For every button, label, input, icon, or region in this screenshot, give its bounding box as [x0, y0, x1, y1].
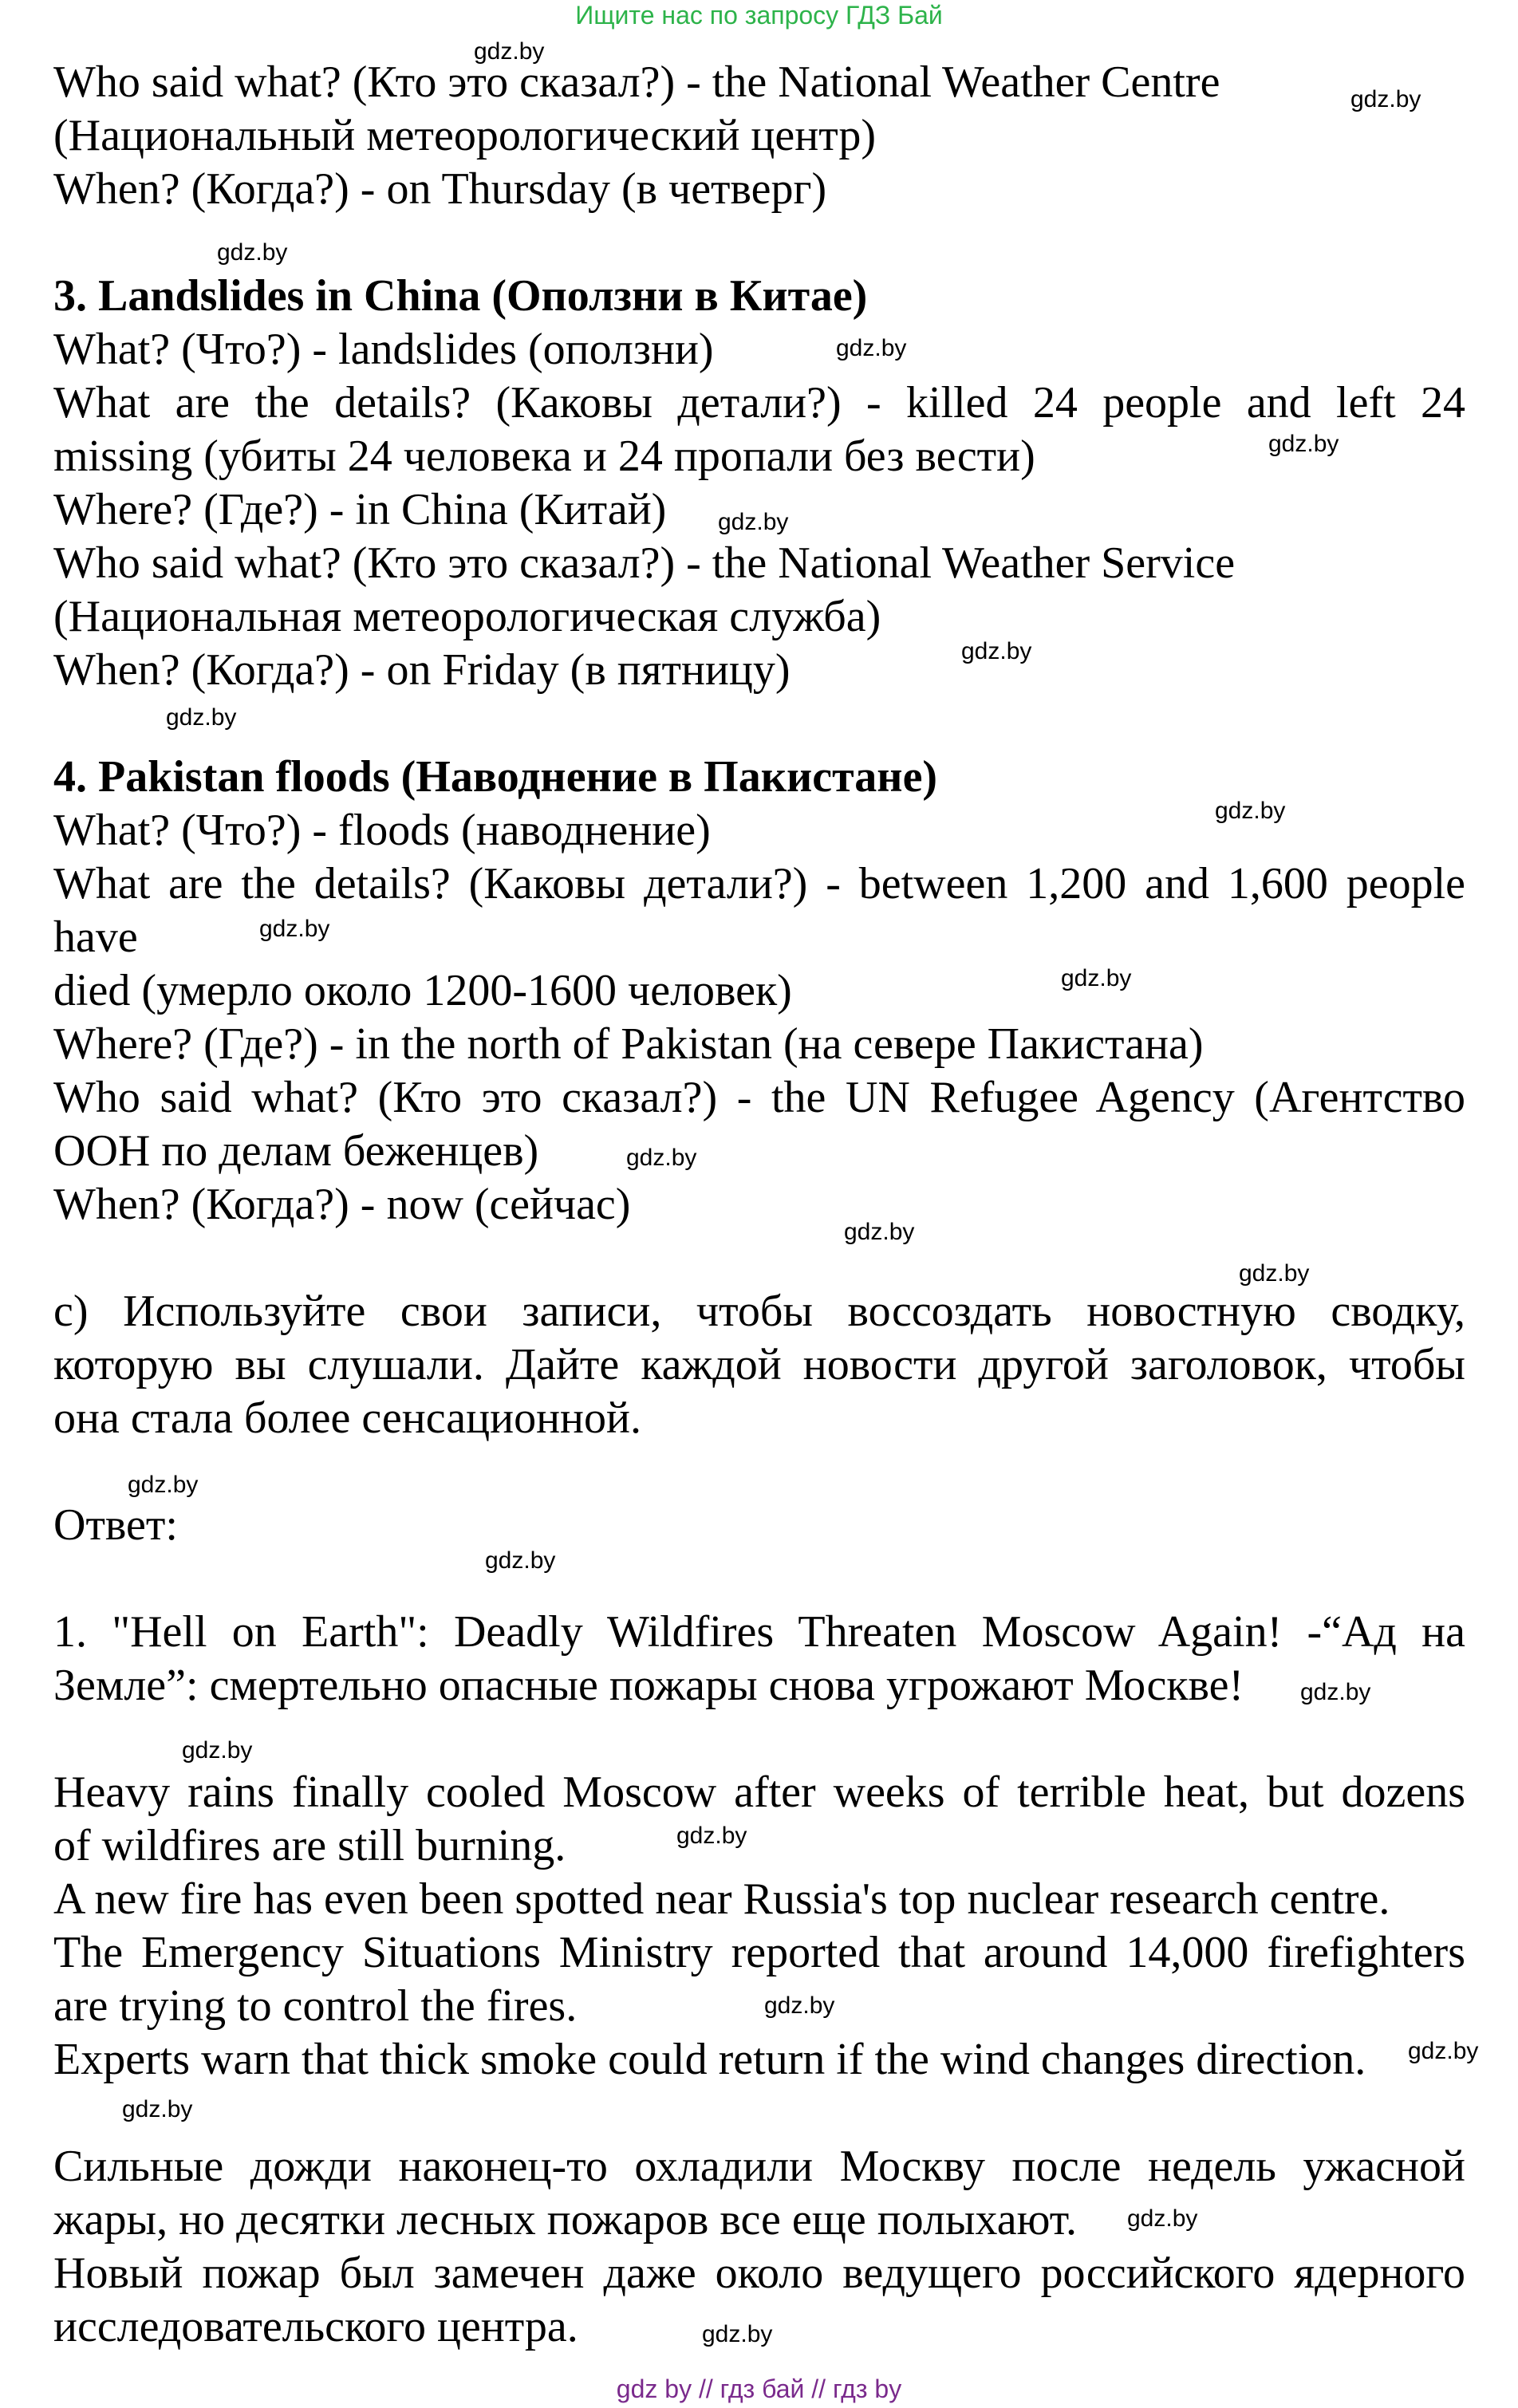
text-line: died (умерло около 1200-1600 человек): [53, 966, 792, 1015]
text-line: которую вы слушали. Дайте каждой новости другой заголовок, чтобы: [53, 1340, 1465, 1389]
text-line: What are the details? (Каковы детали?) - between 1,200 and 1,600 people: [53, 859, 1465, 908]
text-line: What are the details? (Каковы детали?) - killed 24 people and left 24: [53, 378, 1465, 428]
text-line: A new fire has even been spotted near Russia's top nuclear research centre.: [53, 1874, 1390, 1924]
text-line: 1. "Hell on Earth": Deadly Wildfires Threaten Moscow Again! -“Ад на: [53, 1607, 1465, 1657]
watermark: gdz.by: [166, 704, 237, 731]
text-line: (Национальный метеорологический центр): [53, 111, 877, 160]
text-line: have: [53, 912, 138, 962]
footer-text: gdz by // гдз бай // гдз by: [616, 2375, 902, 2403]
answer-label: Ответ:: [53, 1500, 178, 1550]
text-line: Сильные дожди наконец-то охладили Москву после недель ужасной: [53, 2142, 1465, 2191]
watermark: gdz.by: [485, 1547, 556, 1574]
text-line: When? (Когда?) - now (сейчас): [53, 1180, 631, 1229]
text-line: Земле”: смертельно опасные пожары снова угрожают Москве!: [53, 1661, 1244, 1710]
watermark: gdz.by: [836, 335, 907, 361]
watermark: gdz.by: [844, 1219, 915, 1245]
watermark: gdz.by: [259, 916, 330, 942]
watermark: gdz.by: [1350, 86, 1421, 112]
watermark: gdz.by: [676, 1823, 747, 1849]
watermark: gdz.by: [961, 638, 1032, 664]
watermark: gdz.by: [1268, 431, 1339, 457]
text-line: c) Используйте свои записи, чтобы воссоздать новостную сводку,: [53, 1287, 1465, 1336]
watermark: gdz.by: [764, 1992, 835, 2019]
text-line: are trying to control the fires.: [53, 1981, 578, 2031]
text-line: When? (Когда?) - on Thursday (в четверг): [53, 164, 827, 214]
watermark: gdz.by: [626, 1145, 697, 1171]
text-line: The Emergency Situations Ministry reported that around 14,000 firefighters: [53, 1928, 1465, 1977]
text-line: Heavy rains finally cooled Moscow after weeks of terrible heat, but dozens: [53, 1768, 1465, 1817]
watermark: gdz.by: [1300, 1679, 1371, 1705]
text-line: Where? (Где?) - in the north of Pakistan (на севере Пакистана): [53, 1019, 1204, 1069]
watermark: gdz.by: [182, 1737, 253, 1764]
section-heading: 3. Landslides in China (Оползни в Китае): [53, 271, 868, 321]
watermark: gdz.by: [122, 2096, 193, 2122]
watermark: gdz.by: [1408, 2038, 1479, 2064]
watermark: gdz.by: [1061, 965, 1132, 991]
text-line: жары, но десятки лесных пожаров все еще полыхают.: [53, 2195, 1077, 2244]
watermark: gdz.by: [217, 239, 288, 266]
text-line: What? (Что?) - landslides (оползни): [53, 325, 714, 374]
text-line: Новый пожар был замечен даже около ведущего российского ядерного: [53, 2248, 1465, 2298]
text-line: Where? (Где?) - in China (Китай): [53, 485, 667, 534]
text-line: Who said what? (Кто это сказал?) - the UN Refugee Agency (Агентство: [53, 1073, 1465, 1122]
watermark: gdz.by: [718, 509, 789, 535]
text-line: она стала более сенсационной.: [53, 1393, 641, 1443]
section-heading: 4. Pakistan floods (Наводнение в Пакистане): [53, 752, 938, 802]
search-banner: Ищите нас по запросу ГДЗ Бай: [575, 1, 943, 30]
text-line: What? (Что?) - floods (наводнение): [53, 806, 711, 855]
text-line: Who said what? (Кто это сказал?) - the National Weather Centre: [53, 57, 1220, 107]
text-line: When? (Когда?) - on Friday (в пятницу): [53, 645, 791, 695]
text-line: ООН по делам беженцев): [53, 1126, 539, 1176]
watermark: gdz.by: [474, 38, 545, 65]
text-line: Experts warn that thick smoke could return if the wind changes direction.: [53, 2035, 1366, 2084]
text-line: missing (убиты 24 человека и 24 пропали без вести): [53, 432, 1035, 481]
text-line: (Национальная метеорологическая служба): [53, 592, 881, 641]
watermark: gdz.by: [1215, 798, 1286, 824]
watermark: gdz.by: [128, 1472, 199, 1498]
text-line: Who said what? (Кто это сказал?) - the National Weather Service: [53, 538, 1236, 588]
text-line: исследовательского центра.: [53, 2302, 578, 2351]
watermark: gdz.by: [1239, 1260, 1310, 1287]
watermark: gdz.by: [702, 2321, 773, 2347]
watermark: gdz.by: [1127, 2205, 1198, 2232]
text-line: of wildfires are still burning.: [53, 1821, 566, 1870]
